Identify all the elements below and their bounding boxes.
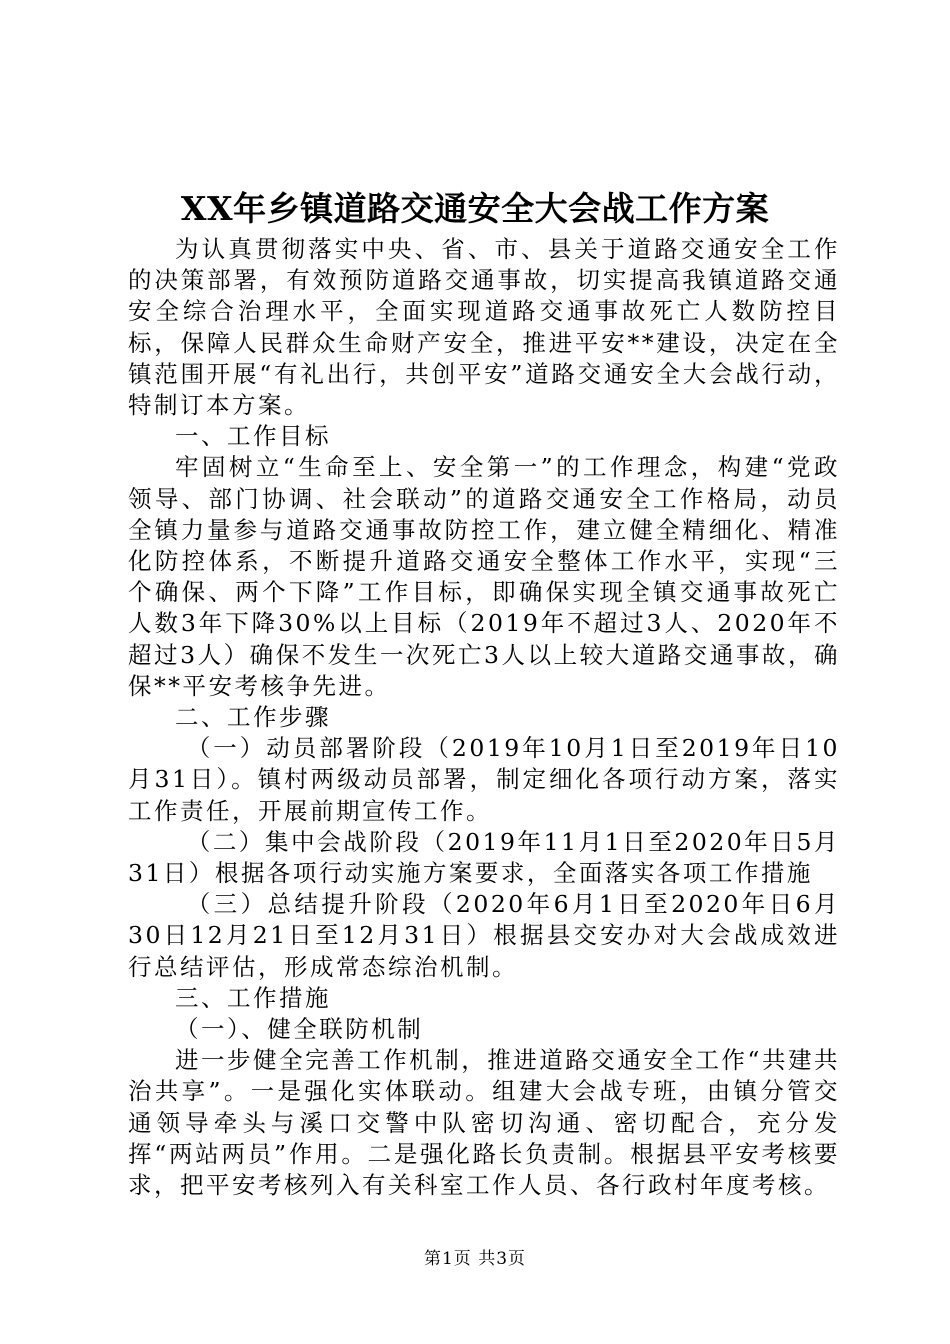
section-heading-steps: 二、工作步骤 (175, 703, 331, 732)
page-footer: 第1页 共3页 (423, 1249, 527, 1269)
step-summary-paragraph: （三）总结提升阶段（2020年6月1日至2020年日6月30日12月21日至12月31日）根据县交安办对大会战成效进行总结评估，形成常态综治机制。 (128, 890, 840, 981)
subsection-heading-mechanism: （一）、健全联防机制 (175, 1015, 424, 1044)
document-title: XX年乡镇道路交通安全大会战工作方案 (180, 189, 770, 228)
goals-paragraph: 牢固树立“生命至上、安全第一”的工作理念，构建“党政领导、部门协调、社会联动”的道路交通安全工作格局，动员全镇力量参与道路交通事故防控工作，建立健全精细化、精准化防控体系，不断提升道路交通安全整体工作水平，实现“三个确保、两个下降”工作目标，即确保实现全镇交通事故死亡人数3年下降30%以上目标（2019年不超过3人、2020年不超过3人）确保不发生一次死亡3人以上较大道路交通事故，确保**平安考核争先进。 (128, 453, 840, 700)
section-heading-goals: 一、工作目标 (175, 422, 331, 451)
intro-paragraph: 为认真贯彻落实中央、省、市、县关于道路交通安全工作的决策部署，有效预防道路交通事故，切实提高我镇道路交通安全综合治理水平，全面实现道路交通事故死亡人数防控目标，保障人民群众生命财产安全，推进平安**建设，决定在全镇范围开展“有礼出行，共创平安”道路交通安全大会战行动，特制订本方案。 (128, 235, 840, 420)
document-body (128, 234, 840, 1201)
mechanism-paragraph: 进一步健全完善工作机制，推进道路交通安全工作“共建共治共享”。一是强化实体联动。组建大会战专班，由镇分管交通领导牵头与溪口交警中队密切沟通、密切配合，充分发挥“两站两员”作用。二是强化路长负责制。根据县平安考核要求，把平安考核列入有关科室工作人员、各行政村年度考核。 (128, 1046, 840, 1200)
section-heading-measures: 三、工作措施 (175, 983, 331, 1012)
step-campaign-paragraph: （二）集中会战阶段（2019年11月1日至2020年日5月31日）根据各项行动实施方案要求，全面落实各项工作措施 (128, 827, 840, 888)
step-mobilization-paragraph: （一）动员部署阶段（2019年10月1日至2019年日10月31日）。镇村两级动员部署，制定细化各项行动方案，落实工作责任，开展前期宣传工作。 (128, 734, 840, 825)
